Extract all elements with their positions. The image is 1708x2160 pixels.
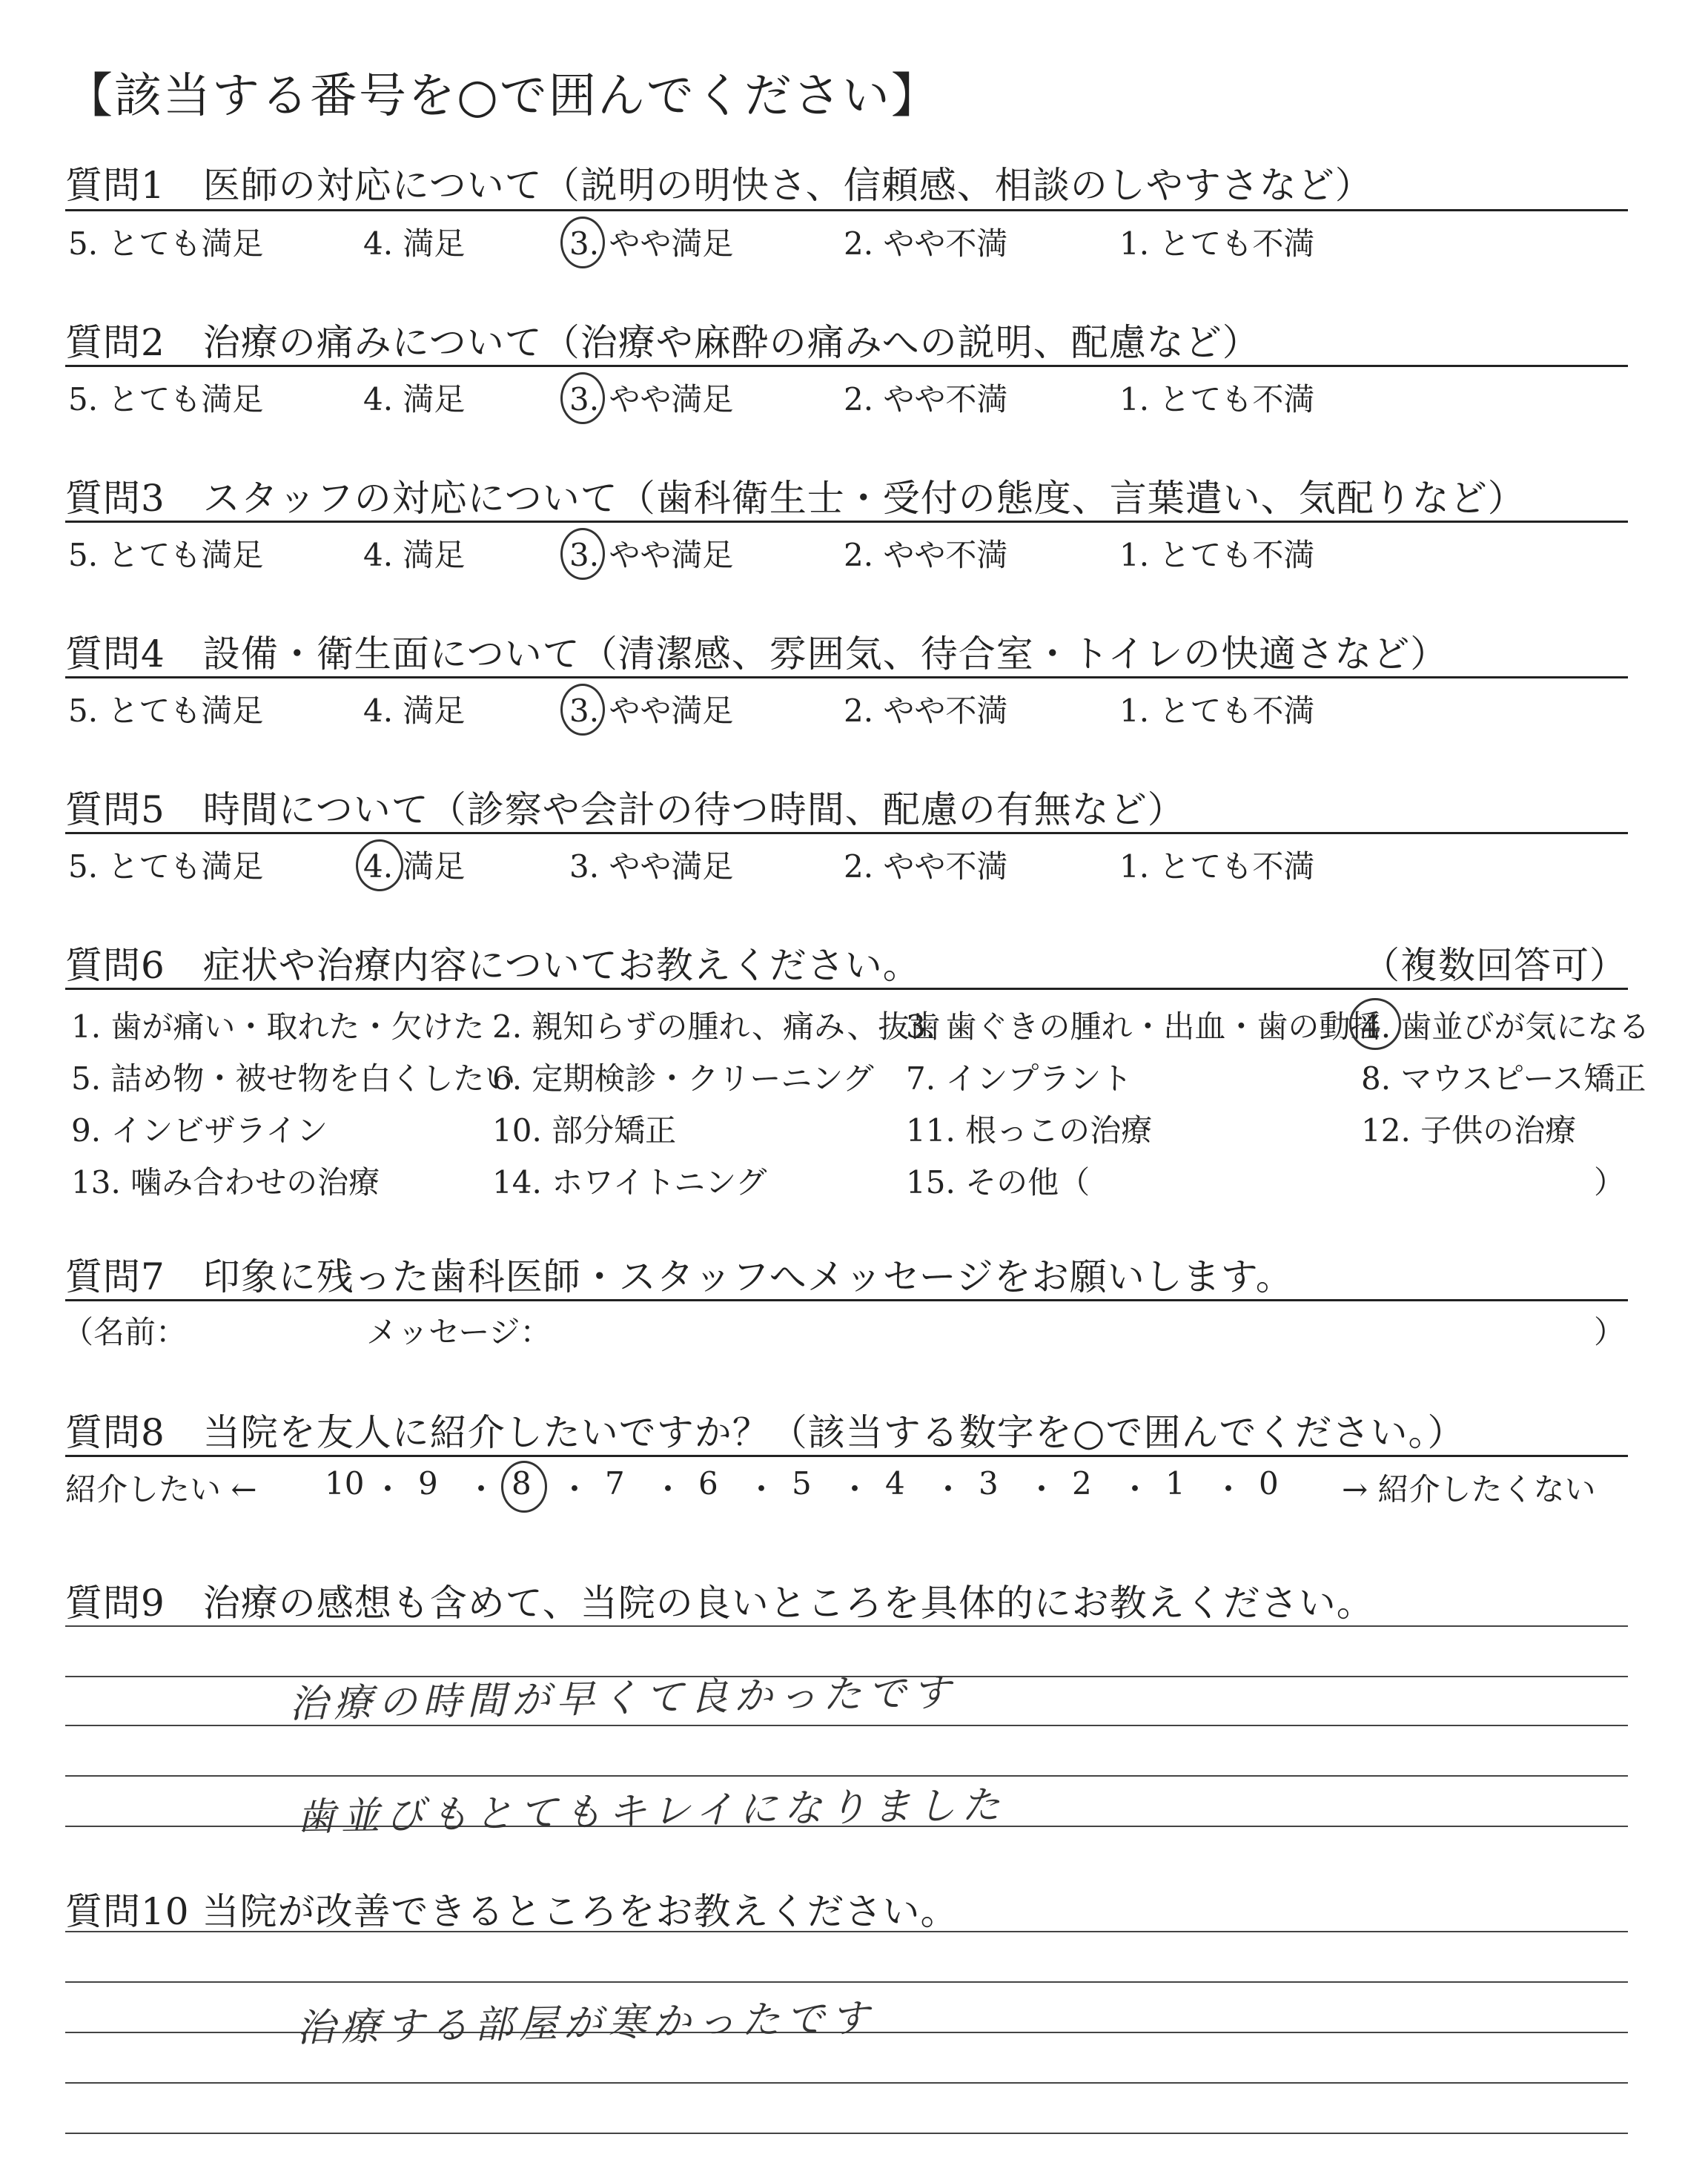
q2-option-2[interactable]: 2. やや不満 [844,381,1008,417]
q3-option-2[interactable]: 2. やや不満 [844,537,1008,573]
question-5-title: 質問5 時間について（診察や会計の待つ時間、配慮の有無など） [65,788,1185,831]
page-header: 【該当する番号を○で囲んでください】 [65,69,940,124]
question-7-title: 質問7 印象に残った歯科医師・スタッフへメッセージをお願いします。 [65,1255,1294,1298]
q4-answer-circle [560,684,605,736]
q8-scale-3[interactable]: 3 [979,1465,999,1502]
q8-scale-2[interactable]: 2 [1072,1465,1092,1502]
q8-right-label: → 紹介したくない [1342,1471,1596,1507]
question-6-note: （複数回答可） [1363,944,1627,987]
q8-scale-separator: ・ [372,1471,404,1507]
q9-answer-2: 歯並びもとてもキレイになりました [296,1783,1007,1840]
question-1-rule [65,209,1628,211]
q3-option-3[interactable]: 3. やや満足 [569,537,734,573]
q6-item-2[interactable]: 2. 親知らずの腫れ、痛み、抜歯 [492,1008,941,1045]
q6-item-1[interactable]: 1. 歯が痛い・取れた・欠けた [71,1008,485,1045]
q9-line-1 [65,1625,1628,1627]
question-4-title: 質問4 設備・衛生面について（清潔感、雰囲気、待合室・トイレの快適さなど） [65,633,1449,676]
q6-item-11[interactable]: 11. 根っこの治療 [906,1112,1153,1149]
q6-item-15[interactable]: 15. その他（ [906,1164,1090,1200]
q5-option-3[interactable]: 3. やや満足 [569,848,734,885]
q8-answer-circle [501,1461,547,1513]
q8-scale-9[interactable]: 9 [418,1465,438,1502]
q8-scale-1[interactable]: 1 [1165,1465,1185,1502]
q4-option-5[interactable]: 5. とても満足 [68,693,264,729]
q10-line-2 [65,1981,1628,1983]
q3-option-4[interactable]: 4. 満足 [363,537,466,573]
q6-item-3[interactable]: 3. 歯ぐきの腫れ・出血・歯の動揺 [906,1008,1382,1045]
q4-option-2[interactable]: 2. やや不満 [844,693,1008,729]
q6-item-15-close: ） [1594,1164,1626,1200]
q6-item-12[interactable]: 12. 子供の治療 [1361,1112,1577,1149]
question-10-title: 質問10 当院が改善できるところをお教えください。 [65,1890,959,1933]
question-4-rule [65,676,1628,678]
q6-item-13[interactable]: 13. 噛み合わせの治療 [71,1164,380,1200]
question-8-title: 質問8 当院を友人に紹介したいですか？（該当する数字を○で囲んでください。） [65,1411,1466,1454]
q1-option-2[interactable]: 2. やや不満 [844,225,1008,262]
q6-answer-circle [1349,998,1401,1050]
q8-scale-6[interactable]: 6 [698,1465,718,1502]
q8-scale-separator: ・ [1119,1471,1151,1507]
q7-name-label: （名前： [62,1314,188,1350]
q10-line-5 [65,2133,1628,2134]
q8-scale-separator: ・ [1213,1471,1245,1507]
q6-item-6[interactable]: 6. 定期検診・クリーニング [492,1060,874,1097]
q2-option-3[interactable]: 3. やや満足 [569,381,734,417]
q6-item-10[interactable]: 10. 部分矯正 [492,1112,677,1149]
q3-option-1[interactable]: 1. とても不満 [1119,537,1315,573]
q7-close-paren: ） [1594,1314,1626,1350]
question-3-rule [65,521,1628,523]
q8-left-label: 紹介したい ← [65,1471,257,1507]
q3-answer-circle [560,528,605,580]
q3-option-5[interactable]: 5. とても満足 [68,537,264,573]
q8-scale-separator: ・ [559,1471,591,1507]
q4-option-3[interactable]: 3. やや満足 [569,693,734,729]
question-6-title: 質問6 症状や治療内容についてお教えください。 [65,944,921,987]
question-9-title: 質問9 治療の感想も含めて、当院の良いところを具体的にお教えください。 [65,1582,1374,1625]
q6-item-9[interactable]: 9. インビザライン [71,1112,328,1149]
q1-option-4[interactable]: 4. 満足 [363,225,466,262]
q2-option-4[interactable]: 4. 満足 [363,381,466,417]
q8-scale-separator: ・ [652,1471,684,1507]
question-3-title: 質問3 スタッフの対応について（歯科衛生士・受付の態度、言葉遣い、気配りなど） [65,477,1526,520]
q7-message-label: メッセージ： [366,1314,552,1350]
question-5-rule [65,832,1628,834]
q6-item-4[interactable]: 4. 歯並びが気になる [1361,1008,1650,1045]
q1-option-1[interactable]: 1. とても不満 [1119,225,1315,262]
q2-option-1[interactable]: 1. とても不満 [1119,381,1315,417]
question-6-rule [65,988,1628,990]
q1-option-3[interactable]: 3. やや満足 [569,225,734,262]
q9-answer-1: 治療の時間が早くて良かったです [288,1671,957,1727]
q8-scale-5[interactable]: 5 [792,1465,812,1502]
q5-option-5[interactable]: 5. とても満足 [68,848,264,885]
q8-scale-7[interactable]: 7 [605,1465,625,1502]
q8-scale-8[interactable]: 8 [512,1465,532,1502]
question-7-rule [65,1299,1628,1301]
q8-scale-separator: ・ [746,1471,778,1507]
q6-item-5[interactable]: 5. 詰め物・被せ物を白くしたい [71,1060,516,1097]
q8-scale-10[interactable]: 10 [325,1465,365,1502]
q10-line-1 [65,1931,1628,1932]
q1-answer-circle [560,217,605,268]
q6-item-14[interactable]: 14. ホワイトニング [492,1164,767,1200]
q2-answer-circle [560,372,605,424]
q6-item-8[interactable]: 8. マウスピース矯正 [1361,1060,1646,1097]
q5-answer-circle [356,839,403,891]
question-2-rule [65,365,1628,367]
q4-option-4[interactable]: 4. 満足 [363,693,466,729]
q8-scale-0[interactable]: 0 [1259,1465,1279,1502]
q5-option-4[interactable]: 4. 満足 [363,848,466,885]
q4-option-1[interactable]: 1. とても不満 [1119,693,1315,729]
q8-scale-separator: ・ [933,1471,964,1507]
q5-option-1[interactable]: 1. とても不満 [1119,848,1315,885]
q8-scale-separator: ・ [1026,1471,1058,1507]
q8-scale-4[interactable]: 4 [885,1465,905,1502]
q5-option-2[interactable]: 2. やや不満 [844,848,1008,885]
q8-scale-separator: ・ [839,1471,871,1507]
q8-scale-separator: ・ [466,1471,497,1507]
q10-answer-1: 治療する部屋が寒かったです [296,1996,875,2051]
question-2-title: 質問2 治療の痛みについて（治療や麻酔の痛みへの説明、配慮など） [65,321,1260,364]
question-1-title: 質問1 医師の対応について（説明の明快さ、信頼感、相談のしやすさなど） [65,164,1373,207]
q10-line-4 [65,2082,1628,2084]
q2-option-5[interactable]: 5. とても満足 [68,381,264,417]
q6-item-7[interactable]: 7. インプラント [906,1060,1133,1097]
question-8-rule [65,1455,1628,1457]
q1-option-5[interactable]: 5. とても満足 [68,225,264,262]
